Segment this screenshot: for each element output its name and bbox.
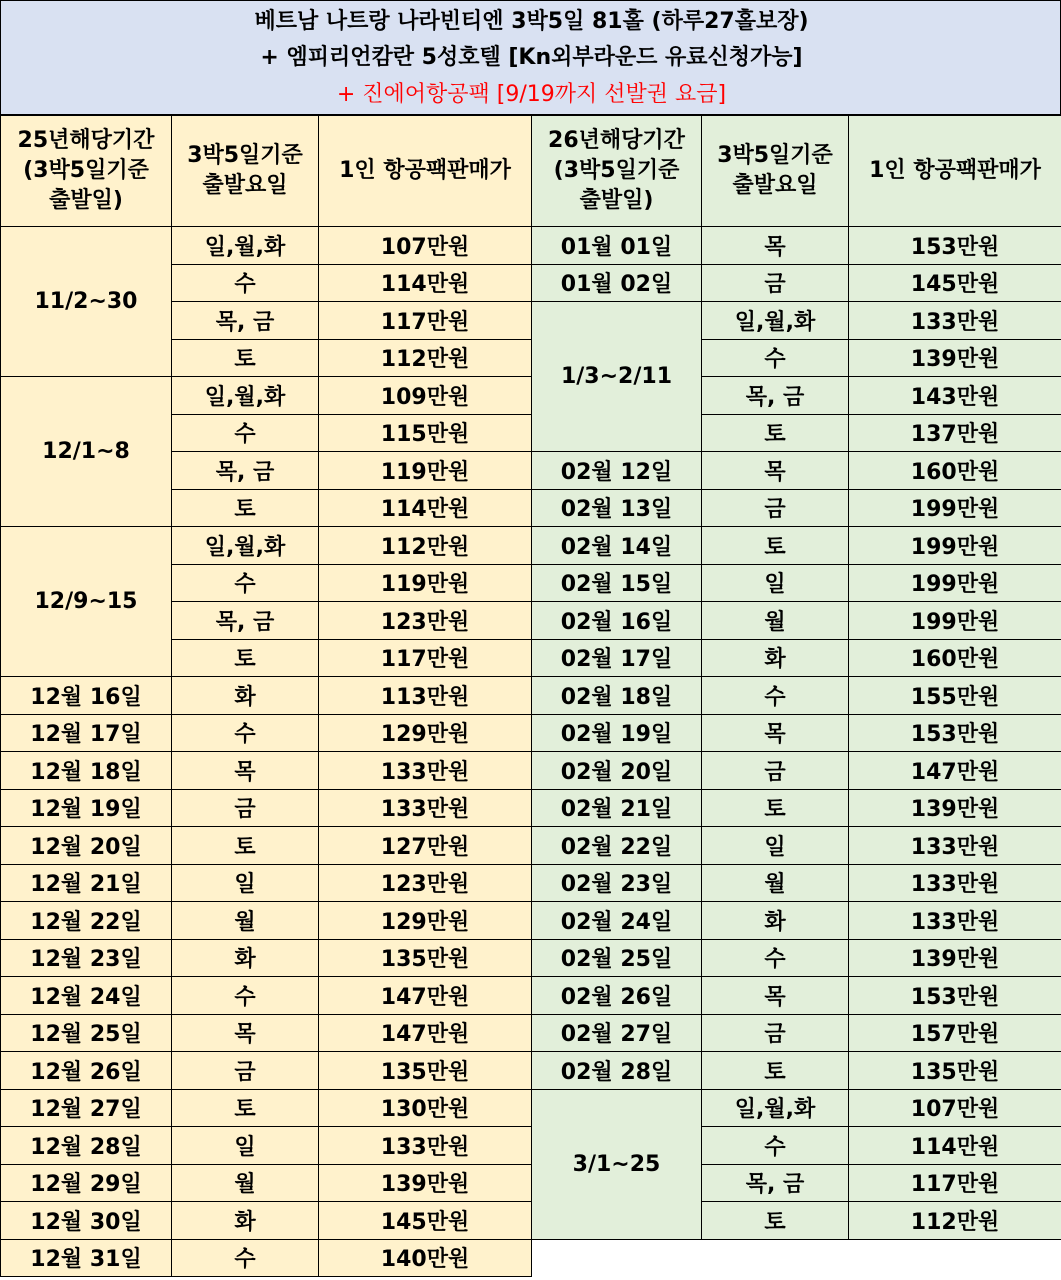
weekday-2025-cell: 수 [172, 264, 319, 302]
price-2025-cell: 117만원 [319, 302, 532, 340]
weekday-2026-cell: 목, 금 [702, 1164, 849, 1202]
price-2026-cell: 112만원 [849, 1202, 1061, 1240]
weekday-2025-cell: 수 [172, 714, 319, 752]
date-2025-cell: 12월 25일 [1, 1014, 172, 1052]
price-2025-cell: 112만원 [319, 339, 532, 377]
date-2026-cell: 02월 21일 [532, 789, 702, 827]
price-table [0, 115, 1061, 1277]
date-2026-cell: 02월 25일 [532, 939, 702, 977]
weekday-2026-cell: 수 [702, 339, 849, 377]
table-row [1, 1127, 1061, 1165]
header-2025-weekday: 3박5일기준 출발요일 [172, 116, 319, 227]
weekday-2026-cell: 토 [702, 789, 849, 827]
weekday-2025-cell: 화 [172, 677, 319, 715]
weekday-2025-cell: 목, 금 [172, 302, 319, 340]
weekday-2026-cell: 수 [702, 677, 849, 715]
price-2025-cell: 107만원 [319, 227, 532, 265]
price-2025-cell: 123만원 [319, 602, 532, 640]
date-2025-cell: 12월 17일 [1, 714, 172, 752]
date-2025-cell: 12월 21일 [1, 864, 172, 902]
date-2025-cell: 12월 30일 [1, 1202, 172, 1240]
weekday-2026-cell: 화 [702, 639, 849, 677]
weekday-2025-cell: 화 [172, 939, 319, 977]
weekday-2026-cell: 수 [702, 1127, 849, 1165]
table-row [1, 977, 1061, 1015]
table-row [1, 677, 1061, 715]
weekday-2025-cell: 화 [172, 1202, 319, 1240]
price-2026-cell: 153만원 [849, 714, 1061, 752]
price-2025-cell: 135만원 [319, 939, 532, 977]
date-2026-cell: 02월 26일 [532, 977, 702, 1015]
weekday-2026-cell: 목 [702, 452, 849, 490]
date-2025-cell: 12월 16일 [1, 677, 172, 715]
weekday-2025-cell: 일 [172, 1127, 319, 1165]
empty-cell [532, 1239, 1061, 1277]
price-2026-cell: 155만원 [849, 677, 1061, 715]
price-2026-cell: 199만원 [849, 527, 1061, 565]
table-row [1, 864, 1061, 902]
price-2025-cell: 119만원 [319, 564, 532, 602]
weekday-2026-cell: 월 [702, 864, 849, 902]
date-2026-cell: 02월 23일 [532, 864, 702, 902]
title-line-2: + 엠피리언캄란 5성호텔 [Kn외부라운드 유료신청가능] [260, 45, 803, 70]
weekday-2025-cell: 금 [172, 1052, 319, 1090]
price-2025-cell: 129만원 [319, 902, 532, 940]
price-2026-cell: 153만원 [849, 977, 1061, 1015]
table-row [1, 1052, 1061, 1090]
price-2026-cell: 133만원 [849, 827, 1061, 865]
date-2026-cell: 02월 14일 [532, 527, 702, 565]
title-line-3-notice: + 진에어항공팩 [9/19까지 선발권 요금] [336, 82, 727, 107]
weekday-2026-cell: 수 [702, 939, 849, 977]
date-2026-cell: 02월 24일 [532, 902, 702, 940]
price-2026-cell: 139만원 [849, 339, 1061, 377]
weekday-2026-cell: 일 [702, 564, 849, 602]
weekday-2026-cell: 금 [702, 489, 849, 527]
period-2026-cell: 3/1~25 [532, 1089, 702, 1239]
price-2026-cell: 137만원 [849, 414, 1061, 452]
price-2026-cell: 133만원 [849, 302, 1061, 340]
price-2025-cell: 117만원 [319, 639, 532, 677]
header-2025-price: 1인 항공팩판매가 [319, 116, 532, 227]
price-2026-cell: 114만원 [849, 1127, 1061, 1165]
price-2025-cell: 123만원 [319, 864, 532, 902]
table-row [1, 789, 1061, 827]
date-2026-cell: 02월 17일 [532, 639, 702, 677]
weekday-2026-cell: 금 [702, 264, 849, 302]
price-2026-cell: 139만원 [849, 789, 1061, 827]
weekday-2025-cell: 월 [172, 902, 319, 940]
weekday-2025-cell: 토 [172, 1089, 319, 1127]
weekday-2025-cell: 목 [172, 1014, 319, 1052]
date-2026-cell: 02월 13일 [532, 489, 702, 527]
table-row [1, 1239, 1061, 1277]
table-row [1, 1089, 1061, 1127]
date-2026-cell: 02월 22일 [532, 827, 702, 865]
price-2026-cell: 139만원 [849, 939, 1061, 977]
weekday-2025-cell: 수 [172, 414, 319, 452]
date-2026-cell: 02월 18일 [532, 677, 702, 715]
price-2026-cell: 117만원 [849, 1164, 1061, 1202]
price-2025-cell: 119만원 [319, 452, 532, 490]
price-2026-cell: 160만원 [849, 639, 1061, 677]
weekday-2025-cell: 일,월,화 [172, 527, 319, 565]
table-row [1, 827, 1061, 865]
price-2026-cell: 153만원 [849, 227, 1061, 265]
price-2025-cell: 133만원 [319, 752, 532, 790]
weekday-2025-cell: 토 [172, 639, 319, 677]
date-2026-cell: 02월 20일 [532, 752, 702, 790]
weekday-2025-cell: 수 [172, 977, 319, 1015]
weekday-2025-cell: 일,월,화 [172, 227, 319, 265]
price-2025-cell: 129만원 [319, 714, 532, 752]
weekday-2026-cell: 목 [702, 227, 849, 265]
price-2025-cell: 127만원 [319, 827, 532, 865]
weekday-2025-cell: 목, 금 [172, 452, 319, 490]
date-2026-cell: 01월 02일 [532, 264, 702, 302]
weekday-2026-cell: 금 [702, 752, 849, 790]
price-2025-cell: 114만원 [319, 264, 532, 302]
period-2025-cell: 12/9~15 [1, 527, 172, 677]
price-2025-cell: 135만원 [319, 1052, 532, 1090]
date-2025-cell: 12월 29일 [1, 1164, 172, 1202]
date-2026-cell: 02월 15일 [532, 564, 702, 602]
header-2026-period: 26년해당기간 (3박5일기준 출발일) [532, 116, 702, 227]
price-2026-cell: 133만원 [849, 864, 1061, 902]
price-2026-cell: 143만원 [849, 377, 1061, 415]
price-2026-cell: 145만원 [849, 264, 1061, 302]
price-2025-cell: 112만원 [319, 527, 532, 565]
title-banner [0, 0, 1061, 115]
table-row [1, 1014, 1061, 1052]
header-2026-weekday: 3박5일기준 출발요일 [702, 116, 849, 227]
weekday-2026-cell: 목, 금 [702, 377, 849, 415]
header-2026-price: 1인 항공팩판매가 [849, 116, 1061, 227]
table-header-row [1, 116, 1061, 227]
table-row [1, 902, 1061, 940]
weekday-2025-cell: 일,월,화 [172, 377, 319, 415]
price-2025-cell: 133만원 [319, 1127, 532, 1165]
table-row [1, 377, 1061, 415]
date-2025-cell: 12월 31일 [1, 1239, 172, 1277]
date-2026-cell: 01월 01일 [532, 227, 702, 265]
weekday-2026-cell: 일 [702, 827, 849, 865]
weekday-2025-cell: 토 [172, 827, 319, 865]
weekday-2026-cell: 토 [702, 1202, 849, 1240]
period-2026-cell: 1/3~2/11 [532, 302, 702, 452]
date-2025-cell: 12월 26일 [1, 1052, 172, 1090]
title-line-1: 베트남 나트랑 나라빈티엔 3박5일 81홀 (하루27홀보장) [254, 9, 809, 34]
price-2026-cell: 147만원 [849, 752, 1061, 790]
date-2025-cell: 12월 27일 [1, 1089, 172, 1127]
date-2025-cell: 12월 22일 [1, 902, 172, 940]
weekday-2025-cell: 목, 금 [172, 602, 319, 640]
date-2025-cell: 12월 28일 [1, 1127, 172, 1165]
price-2026-cell: 157만원 [849, 1014, 1061, 1052]
table-row [1, 939, 1061, 977]
weekday-2025-cell: 월 [172, 1164, 319, 1202]
weekday-2026-cell: 목 [702, 714, 849, 752]
period-2025-cell: 12/1~8 [1, 377, 172, 527]
table-row [1, 714, 1061, 752]
price-2025-cell: 109만원 [319, 377, 532, 415]
weekday-2025-cell: 목 [172, 752, 319, 790]
date-2026-cell: 02월 19일 [532, 714, 702, 752]
date-2026-cell: 02월 16일 [532, 602, 702, 640]
price-2025-cell: 113만원 [319, 677, 532, 715]
price-2025-cell: 114만원 [319, 489, 532, 527]
date-2025-cell: 12월 18일 [1, 752, 172, 790]
price-2025-cell: 139만원 [319, 1164, 532, 1202]
table-row [1, 1202, 1061, 1240]
date-2025-cell: 12월 20일 [1, 827, 172, 865]
weekday-2026-cell: 일,월,화 [702, 302, 849, 340]
price-2025-cell: 147만원 [319, 1014, 532, 1052]
table-row [1, 227, 1061, 265]
date-2025-cell: 12월 23일 [1, 939, 172, 977]
weekday-2026-cell: 월 [702, 602, 849, 640]
weekday-2025-cell: 수 [172, 564, 319, 602]
weekday-2026-cell: 토 [702, 527, 849, 565]
period-2025-cell: 11/2~30 [1, 227, 172, 377]
weekday-2026-cell: 금 [702, 1014, 849, 1052]
price-2026-cell: 133만원 [849, 902, 1061, 940]
price-2026-cell: 199만원 [849, 602, 1061, 640]
price-2025-cell: 145만원 [319, 1202, 532, 1240]
header-2025-period: 25년해당기간 (3박5일기준 출발일) [1, 116, 172, 227]
weekday-2025-cell: 토 [172, 339, 319, 377]
price-2025-cell: 133만원 [319, 789, 532, 827]
date-2025-cell: 12월 24일 [1, 977, 172, 1015]
weekday-2026-cell: 목 [702, 977, 849, 1015]
weekday-2026-cell: 토 [702, 414, 849, 452]
price-2025-cell: 115만원 [319, 414, 532, 452]
price-2026-cell: 199만원 [849, 564, 1061, 602]
weekday-2025-cell: 일 [172, 864, 319, 902]
price-2025-cell: 147만원 [319, 977, 532, 1015]
price-2026-cell: 107만원 [849, 1089, 1061, 1127]
table-row [1, 752, 1061, 790]
price-2026-cell: 135만원 [849, 1052, 1061, 1090]
table-row [1, 527, 1061, 565]
price-2025-cell: 140만원 [319, 1239, 532, 1277]
weekday-2026-cell: 토 [702, 1052, 849, 1090]
date-2026-cell: 02월 27일 [532, 1014, 702, 1052]
date-2026-cell: 02월 28일 [532, 1052, 702, 1090]
table-row [1, 1164, 1061, 1202]
date-2025-cell: 12월 19일 [1, 789, 172, 827]
weekday-2026-cell: 일,월,화 [702, 1089, 849, 1127]
date-2026-cell: 02월 12일 [532, 452, 702, 490]
weekday-2025-cell: 금 [172, 789, 319, 827]
price-2025-cell: 130만원 [319, 1089, 532, 1127]
weekday-2026-cell: 화 [702, 902, 849, 940]
price-2026-cell: 160만원 [849, 452, 1061, 490]
price-2026-cell: 199만원 [849, 489, 1061, 527]
weekday-2025-cell: 토 [172, 489, 319, 527]
weekday-2025-cell: 수 [172, 1239, 319, 1277]
